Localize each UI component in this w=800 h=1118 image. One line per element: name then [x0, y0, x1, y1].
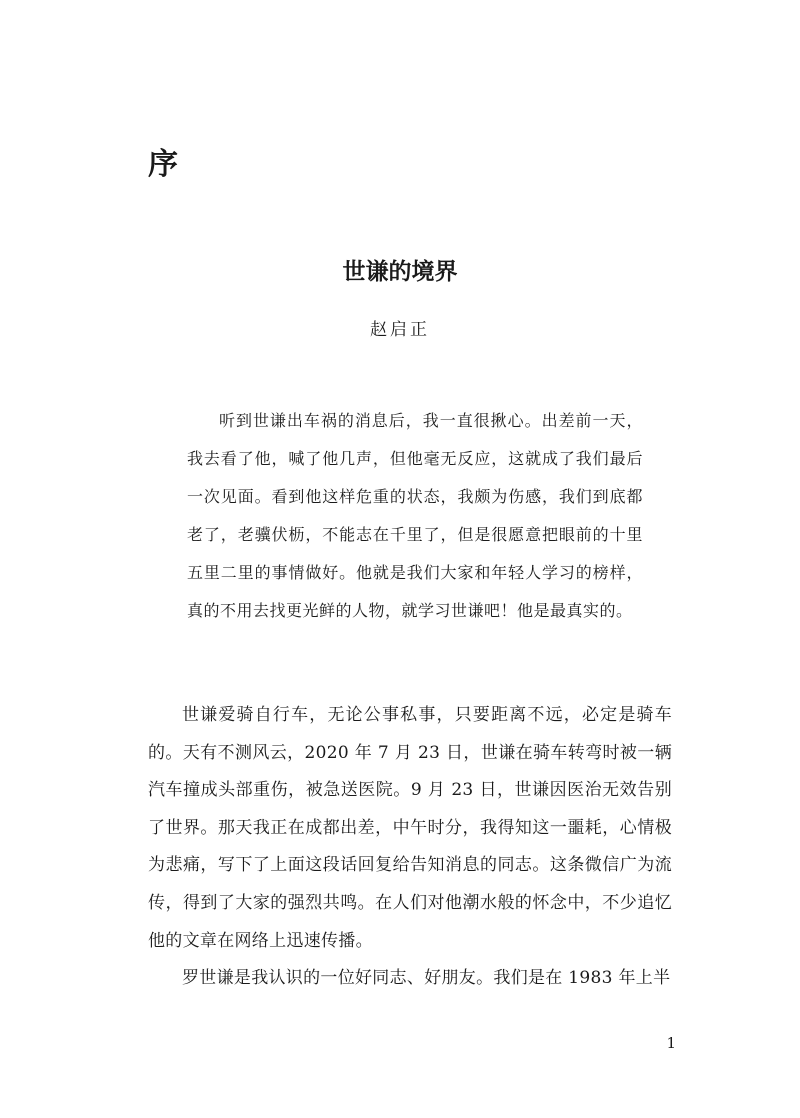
author-name: 赵启正 [370, 320, 430, 340]
quoted-message: 听到世谦出车祸的消息后，我一直很揪心。出差前一天，我去看了他，喊了他几声，但他毫无反应，这就成了我们最后一次见面。看到他这样危重的状态，我颇为伤感，我们到底都老了，老骥伏枥，不能志在千里了，但是很愿意把眼前的十里五里二里的事情做好。他就是我们大家和年轻人学习的榜样，真的不用去找更光鲜的人物，就学习世谦吧！他是最真实的。 [187, 411, 643, 620]
page-number: 1 [666, 1034, 676, 1052]
article-title: 世谦的境界 [342, 258, 458, 285]
body-paragraph: 世谦爱骑自行车，无论公事私事，只要距离不远，必定是骑车的。天有不测风云，2020 年 7 月 23 日，世谦在骑车转弯时被一辆汽车撞成头部重伤，被急送医院。9 月 23 日，世谦因医治无效告别了世界。那天我正在成都出差，中午时分，我得知这一噩耗，心情极为悲痛，写下了上面这段话回复给告知消息的同志。这条微信广为流传，得到了大家的强烈共鸣。在人们对他潮水般的怀念中，不少追忆他的文章在网络上迅速传播。 [148, 705, 672, 951]
body-paragraph: 罗世谦是我认识的一位好同志、好朋友。我们是在 1983 年上半 [182, 968, 671, 989]
body-text [148, 697, 672, 998]
chapter-heading: 序 [148, 147, 178, 182]
